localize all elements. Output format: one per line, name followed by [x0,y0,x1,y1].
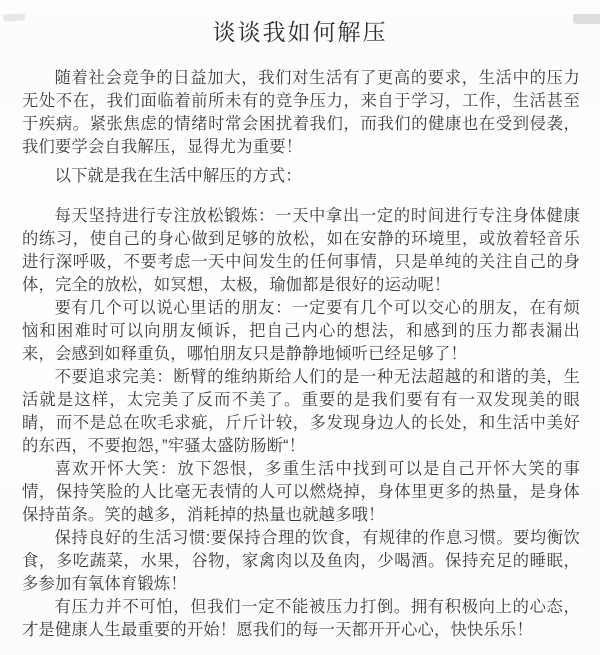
document-title: 谈谈我如何解压 [212,19,388,45]
paragraph-conclusion: 有压力并不可怕，但我们一定不能被压力打倒。拥有积极向上的心态，才是健康人生最重要的开始！愿我们的每一天都开开心心，快快乐乐！ [22,598,580,639]
photo-corner-artifact-left [3,13,25,21]
paragraph-relaxation-exercise: 每天坚持进行专注放松锻炼：一天中拿出一定的时间进行专注身体健康的练习，使自己的身心做到足够的放松，如在安静的环境里，或放着轻音乐进行深呼吸，不要考虑一天中间发生的任何事情，只是单纯的关注自己的身体，完全的放松，如冥想，太极，瑜伽都是很好的运动呢！ [22,207,580,294]
document-body [0,67,600,642]
paragraph-close-friends: 要有几个可以说心里话的朋友：一定要有几个可以交心的朋友，在有烦恼和困难时可以向朋友倾诉，把自己内心的想法，和感到的压力都表漏出来，会感到如释重负，哪怕朋友只是静静地倾听已经足够了！ [22,299,580,363]
photo-corner-artifact-right [573,14,600,24]
document-page [0,14,600,655]
paragraph-healthy-habits: 保持良好的生活习惯:要保持合理的饮食，有规律的作息习惯。要均衡饮食，多吃蔬菜，水果，谷物，家禽肉以及鱼肉，少喝酒。保持充足的睡眠，多参加有氧体育锻炼！ [22,529,580,593]
paragraph-laugh-often: 喜欢开怀大笑：放下怨恨，多重生活中找到可以是自己开怀大笑的事情，保持笑脸的人比毫无表情的人可以燃烧掉，身体里更多的热量，是身体保持苗条。笑的越多，消耗掉的热量也就越多哦！ [22,460,580,524]
paragraph-no-perfectionism: 不要追求完美：断臂的维纳斯给人们的是一种无法超越的和谐的美，生活就是这样，太完美了反而不美了。重要的是我们要有有一双发现美的眼睛，而不是总在吹毛求疵，斤斤计较，多发现身边人的长处，和生活中美好的东西，不要抱怨，”牢骚太盛防肠断“！ [22,368,580,455]
paragraph-intro: 随着社会竞争的日益加大，我们对生活有了更高的要求，生活中的压力无处不在，我们面临着前所未有的竞争压力，来自于学习，工作，生活甚至于疾病。紧张焦虑的情绪时常会困扰着我们，而我们的健康也在受到侵袭，我们要学会自我解压，显得尤为重要！ [22,69,580,156]
paragraph-lead-in: 以下就是我在生活中解压的方式： [54,167,302,185]
